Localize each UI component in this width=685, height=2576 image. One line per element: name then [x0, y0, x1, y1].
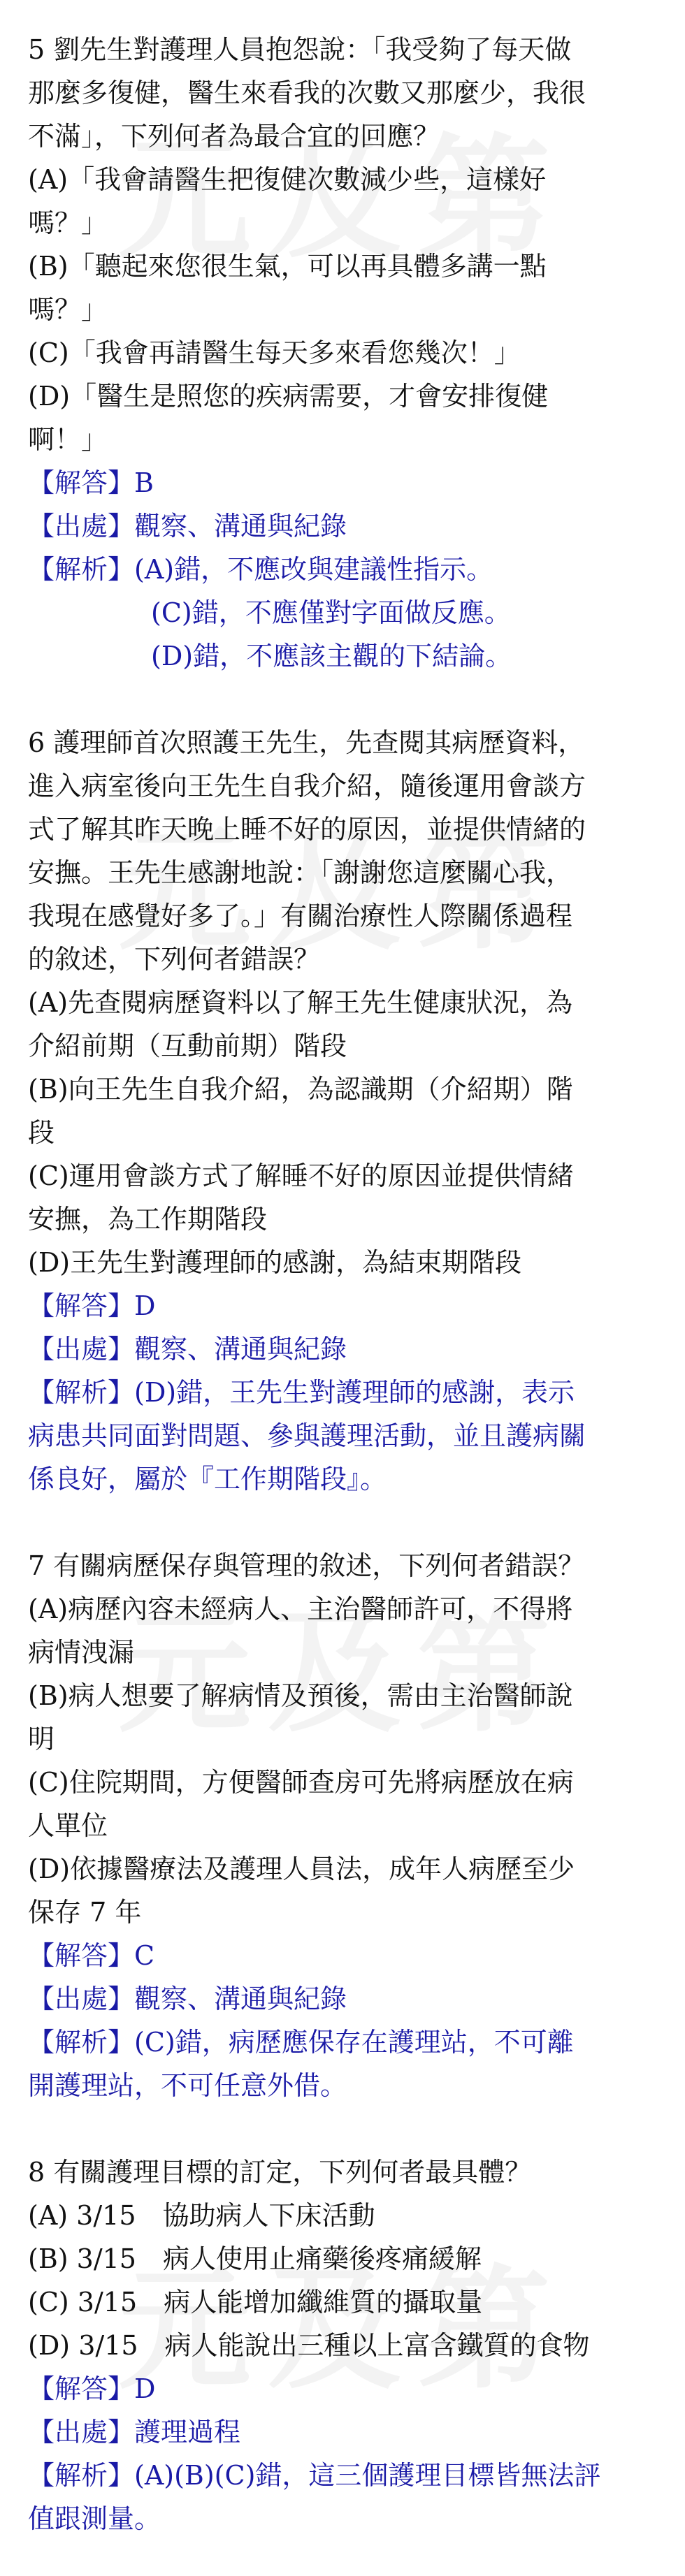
- option-line: 安撫，為工作期階段: [28, 1204, 268, 1235]
- explanation-line: 病患共同面對問題、參與護理活動，並且護病關: [28, 1420, 586, 1451]
- answer-label: 【解答】: [28, 1940, 135, 1971]
- option-line: (A)「我會請醫生把復健次數減少些，這樣好: [28, 164, 547, 195]
- source-label: 【出處】: [28, 1334, 135, 1365]
- source-row: [28, 2410, 657, 2454]
- question-stem-line: 7 有關病歷保存與管理的敘述，下列何者錯誤？: [28, 1550, 585, 1581]
- option-line: 介紹前期（互動前期）階段: [28, 1031, 347, 1061]
- answer-value: B: [134, 467, 154, 498]
- answer-row: [28, 1934, 657, 1977]
- explanation-line: (D)錯，不應該主觀的下結論。: [151, 641, 512, 671]
- explanation-line: 值跟測量。: [28, 2503, 161, 2534]
- question-stem-line: 我現在感覺好多了。」有關治療性人際關係過程: [28, 901, 573, 931]
- explanation-row: [28, 548, 657, 591]
- answer-value: D: [134, 1290, 156, 1321]
- question-stem-line: 進入病室後向王先生自我介紹，隨後運用會談方: [28, 771, 586, 801]
- answer-row: [28, 461, 657, 504]
- question-stem-line: 6 護理師首次照護王先生，先查閱其病歷資料，: [28, 727, 585, 758]
- option-line: (B)「聽起來您很生氣，可以再具體多講一點: [28, 251, 547, 282]
- source-row: [28, 1977, 657, 2021]
- question-stem-line: 8 有關護理目標的訂定，下列何者最具體？: [28, 2157, 532, 2188]
- explanation-text: (D)錯，王先生對護理師的感謝，表示: [134, 1377, 575, 1408]
- option-line: (A)病歷內容未經病人、主治醫師許可，不得將: [28, 1594, 573, 1624]
- question-stem-line: 那麼多復健，醫生來看我的次數又那麼少，我很: [28, 78, 586, 108]
- explanation-text: (A)(B)(C)錯，這三個護理目標皆無法評: [134, 2460, 601, 2491]
- option-line: (C)運用會談方式了解睡不好的原因並提供情緒: [28, 1160, 574, 1191]
- option-line: (C)住院期間，方便醫師查房可先將病歷放在病: [28, 1767, 574, 1798]
- option-line: (B)向王先生自我介紹，為認識期（介紹期）階: [28, 1074, 573, 1105]
- option-line: (D)王先生對護理師的感謝，為結束期階段: [28, 1247, 522, 1278]
- explanation-text: (C)錯，病歷應保存在護理站，不可離: [134, 2027, 574, 2058]
- question-stem-line: 5 劉先生對護理人員抱怨說：「我受夠了每天做: [28, 34, 572, 65]
- source-value: 觀察、溝通與紀錄: [134, 1984, 347, 2014]
- source-value: 觀察、溝通與紀錄: [134, 511, 347, 541]
- option-line: (B) 3/15 病人使用止痛藥後疼痛緩解: [28, 2243, 482, 2274]
- option-line: 段: [28, 1117, 55, 1148]
- source-label: 【出處】: [28, 2417, 135, 2447]
- source-value: 護理過程: [134, 2417, 241, 2447]
- option-line: 嗎？」: [28, 294, 108, 325]
- answer-value: D: [134, 2373, 156, 2404]
- answer-label: 【解答】: [28, 467, 135, 498]
- answer-label: 【解答】: [28, 1290, 135, 1321]
- answer-row: [28, 1284, 657, 1327]
- source-row: [28, 1327, 657, 1371]
- explanation-label: 【解析】: [28, 2027, 135, 2058]
- option-line: 明: [28, 1724, 55, 1754]
- question-stem-line: 不滿」，下列何者為最合宜的回應？: [28, 121, 440, 152]
- question-6: [28, 721, 657, 1501]
- source-value: 觀察、溝通與紀錄: [134, 1334, 347, 1365]
- question-stem-line: 式了解其昨天晚上睡不好的原因，並提供情緒的: [28, 814, 586, 845]
- explanation-row: [28, 2021, 657, 2064]
- question-5: [28, 28, 657, 678]
- option-line: 啊！」: [28, 424, 108, 455]
- explanation-row: [28, 2454, 657, 2497]
- answer-row: [28, 2367, 657, 2410]
- answer-label: 【解答】: [28, 2373, 135, 2404]
- option-line: (B)病人想要了解病情及預後，需由主治醫師說: [28, 1680, 573, 1711]
- explanation-label: 【解析】: [28, 2460, 135, 2491]
- option-line: (C) 3/15 病人能增加纖維質的攝取量: [28, 2287, 483, 2317]
- question-7: [28, 1544, 657, 2107]
- explanation-row: [28, 1371, 657, 1414]
- option-line: 嗎？」: [28, 208, 108, 238]
- source-label: 【出處】: [28, 511, 135, 541]
- option-line: 人單位: [28, 1810, 108, 1841]
- explanation-line: 開護理站，不可任意外借。: [28, 2070, 347, 2101]
- option-line: (D)依據醫療法及護理人員法，成年人病歷至少: [28, 1854, 575, 1884]
- explanation-line: (C)錯，不應僅對字面做反應。: [151, 597, 511, 628]
- question-stem-line: 安撫。王先生感謝地說：「謝謝您這麼關心我，: [28, 857, 573, 888]
- explanation-label: 【解析】: [28, 1377, 135, 1408]
- option-line: 病情洩漏: [28, 1637, 135, 1668]
- explanation-label: 【解析】: [28, 554, 135, 585]
- option-line: (D)「醫生是照您的疾病需要，才會安排復健: [28, 381, 549, 412]
- option-line: 保存 7 年: [28, 1897, 142, 1928]
- explanation-line: 係良好，屬於『工作期階段』。: [28, 1464, 387, 1494]
- answer-value: C: [134, 1940, 155, 1971]
- option-line: (C)「我會再請醫生每天多來看您幾次！」: [28, 337, 521, 368]
- source-label: 【出處】: [28, 1984, 135, 2014]
- source-row: [28, 504, 657, 548]
- explanation-text: (A)錯，不應改與建議性指示。: [134, 554, 493, 585]
- option-line: (A)先查閱病歷資料以了解王先生健康狀況，為: [28, 987, 573, 1018]
- option-line: (D) 3/15 病人能說出三種以上富含鐵質的食物: [28, 2330, 590, 2361]
- option-line: (A) 3/15 協助病人下床活動: [28, 2200, 375, 2231]
- question-stem-line: 的敘述，下列何者錯誤？: [28, 944, 321, 975]
- question-8: [28, 2151, 657, 2540]
